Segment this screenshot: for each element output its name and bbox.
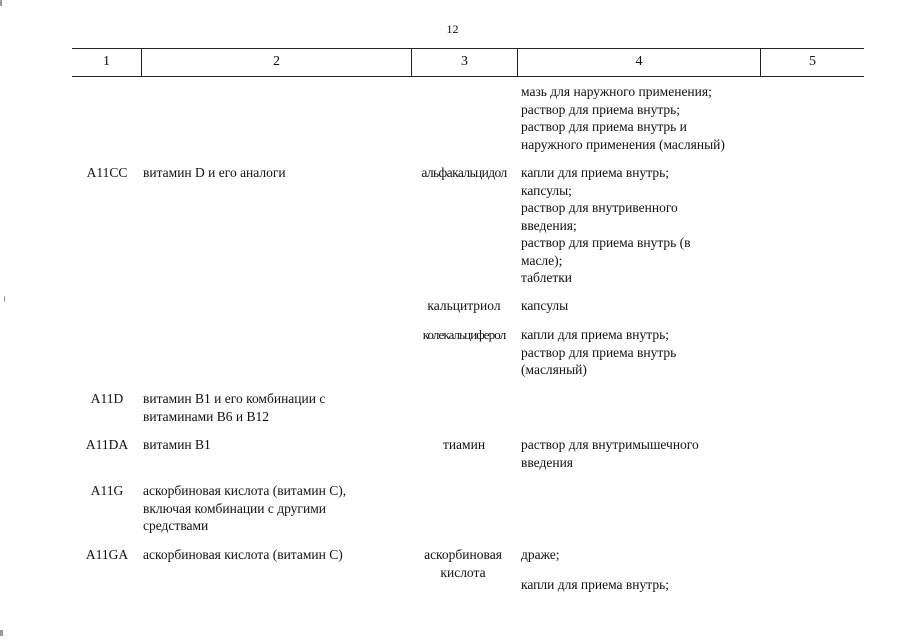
- dosage-form-line: капли для приема внутрь;: [521, 165, 669, 180]
- dosage-form-line: капли для приема внутрь;: [521, 576, 669, 592]
- dosage-form-line: капсулы: [521, 298, 569, 313]
- dosage-forms: [521, 546, 756, 593]
- drug-name: тиамин: [442, 437, 486, 452]
- atc-group-name: витамин B1 и его комбинации с витаминами B6 и B12: [143, 391, 326, 424]
- atc-group-name: витамин B1: [143, 437, 211, 452]
- page-number: 12: [446, 22, 459, 36]
- scan-mark: [4, 296, 5, 302]
- dosage-forms: [521, 297, 756, 315]
- header-top-rule: [72, 48, 864, 49]
- scan-mark: [0, 0, 2, 6]
- dosage-form-line: капли для приема внутрь;: [521, 327, 669, 342]
- drug-name: альфакальцидол: [421, 165, 507, 180]
- dosage-form-line: раствор для приема внутрь;: [521, 101, 681, 117]
- dosage-form-line: раствор для внутривенного: [521, 200, 678, 215]
- dosage-form-line: раствор для внутримышечного: [521, 437, 699, 452]
- atc-group-name: аскорбиновая кислота (витамин C), включая комбинации с другими средствами: [143, 483, 347, 533]
- column-header-3: 3: [461, 54, 468, 69]
- atc-code: A11CC: [86, 165, 128, 180]
- table-row: [521, 83, 756, 153]
- atc-code: A11D: [90, 391, 124, 406]
- atc-group-name: аскорбиновая кислота (витамин C): [143, 547, 343, 562]
- dosage-form-line: мазь для наружного применения;: [521, 84, 712, 99]
- column-header-1: 1: [103, 54, 110, 69]
- dosage-form-line: [521, 564, 756, 576]
- dosage-form-line: капсулы;: [521, 182, 572, 198]
- dosage-form-line: раствор для приема внутрь (в: [521, 235, 691, 250]
- dosage-form-line: раствор для приема внутрь и: [521, 119, 687, 134]
- dosage-forms: [521, 436, 756, 471]
- column-header-2: 2: [273, 54, 280, 69]
- dosage-form-line: наружного применения (масляный): [521, 136, 725, 152]
- dosage-form-line: масле);: [521, 252, 563, 268]
- drug-name: колекальциферол: [422, 327, 506, 342]
- header-bottom-rule: [72, 76, 864, 77]
- column-header-4: 4: [635, 54, 643, 69]
- dosage-forms: [521, 326, 756, 379]
- atc-code: A11GA: [85, 547, 129, 562]
- dosage-form-line: введения;: [521, 217, 577, 233]
- dosage-form-line: введения: [521, 454, 574, 470]
- atc-group-name: витамин D и его аналоги: [143, 165, 286, 180]
- atc-code: A11G: [90, 483, 124, 498]
- dosage-form-line: драже;: [521, 547, 560, 562]
- atc-code: A11DA: [85, 437, 129, 452]
- column-header-5: 5: [809, 54, 816, 69]
- dosage-form-line: таблетки: [521, 270, 573, 285]
- drug-name: аскорбиновая кислота: [424, 547, 502, 580]
- dosage-form-line: (масляный): [521, 362, 587, 377]
- drug-name: кальцитриол: [427, 298, 501, 313]
- scan-mark: [0, 630, 3, 636]
- dosage-forms: [521, 164, 756, 287]
- dosage-form-line: раствор для приема внутрь: [521, 344, 677, 360]
